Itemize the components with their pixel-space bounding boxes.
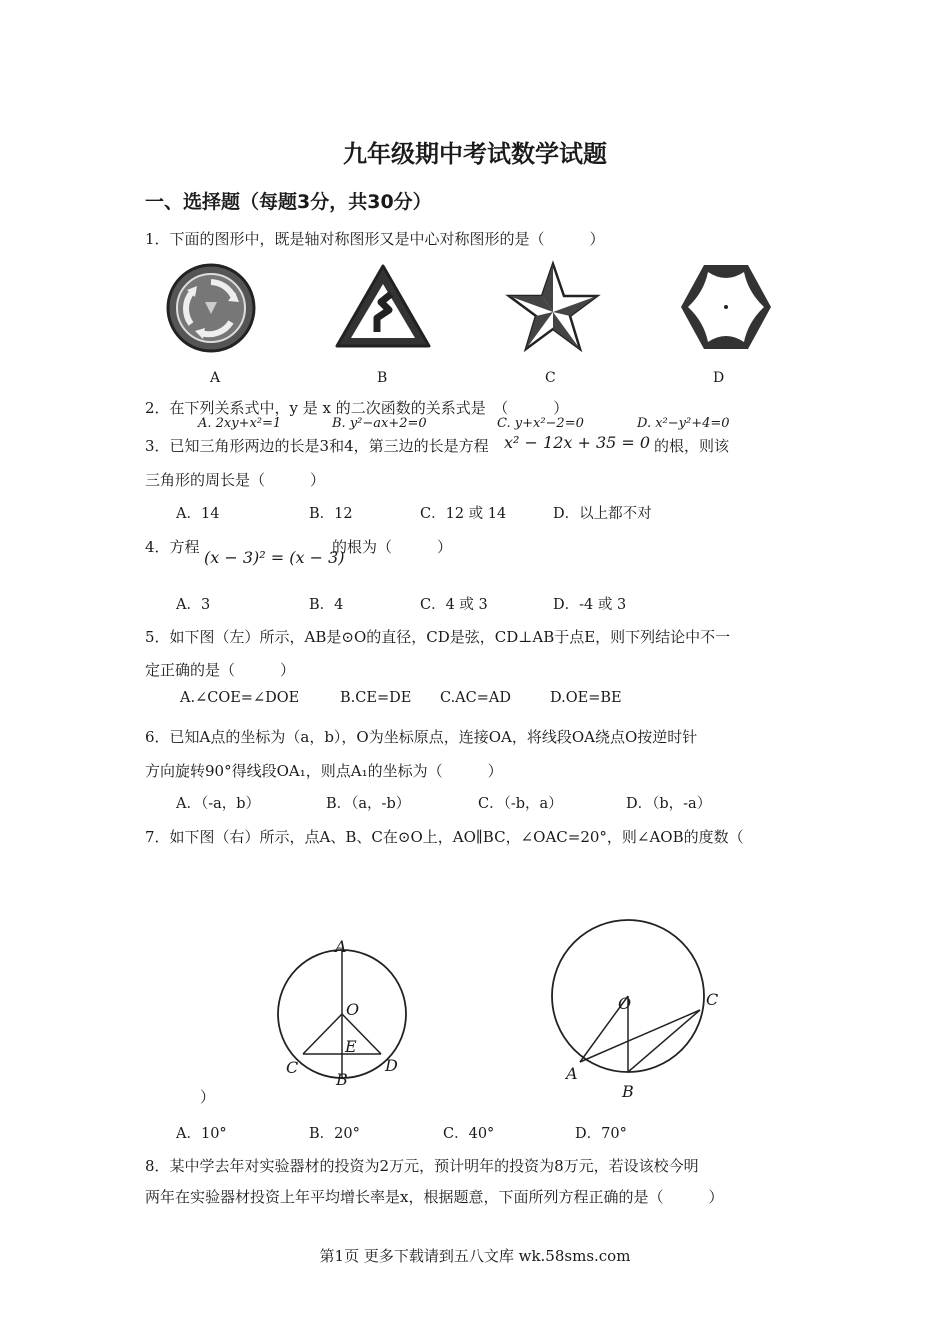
q2-option-d: D. x²−y²+4=0 bbox=[637, 416, 730, 431]
question-4-part-b: 的根为（ ） bbox=[332, 538, 453, 556]
q3-option-d: D．以上都不对 bbox=[553, 506, 652, 522]
question-6-part-a: 6．已知A点的坐标为（a，b），O为坐标原点，连接OA，将线段OA绕点O按逆时针 bbox=[145, 728, 698, 746]
fig-right-label-c: C bbox=[706, 990, 719, 1009]
q3-option-c: C．12 或 14 bbox=[420, 506, 507, 522]
q6-option-b: B．（a，-b） bbox=[326, 796, 411, 812]
q4-equation: (x − 3)² = (x − 3) bbox=[204, 548, 345, 567]
figure-label-a: A bbox=[210, 370, 221, 386]
hexagon-arcs-icon bbox=[678, 262, 774, 352]
q6-option-a: A．（-a，b） bbox=[176, 796, 261, 812]
question-6-part-b: 方向旋转90°得线段OA₁，则点A₁的坐标为（ ） bbox=[145, 762, 503, 780]
q5-option-d: D.OE=BE bbox=[550, 690, 622, 706]
q5-option-b: B.CE=DE bbox=[340, 690, 412, 706]
q7-option-b: B．20° bbox=[309, 1126, 360, 1142]
fig-left-label-c: C bbox=[286, 1058, 299, 1077]
q7-option-a: A．10° bbox=[176, 1126, 227, 1142]
q5-option-a: A.∠COE=∠DOE bbox=[180, 690, 300, 706]
q6-option-c: C．（-b，a） bbox=[478, 796, 563, 812]
right-circle-figure bbox=[550, 912, 730, 1087]
q6-option-d: D．（b，-a） bbox=[626, 796, 712, 812]
q7-option-d: D．70° bbox=[575, 1126, 627, 1142]
five-pointed-star-icon bbox=[507, 262, 599, 352]
question-8-part-a: 8．某中学去年对实验器材的投资为2万元，预计明年的投资为8万元，若设该校今明 bbox=[145, 1157, 699, 1175]
question-4-part-a: 4．方程 bbox=[145, 538, 200, 556]
fig-left-label-a: A bbox=[335, 937, 347, 956]
figure-label-b: B bbox=[377, 370, 388, 386]
question-7: 7．如下图（右）所示，点A、B、C在⊙O上，AO∥BC，∠OAC=20°，则∠AOB的度数（ bbox=[145, 828, 744, 846]
question-1: 1．下面的图形中，既是轴对称图形又是中心对称图形的是（ ） bbox=[145, 230, 605, 248]
fig-left-label-o: O bbox=[346, 1000, 360, 1019]
q3-option-b: B．12 bbox=[309, 506, 353, 522]
q7-option-c: C．40° bbox=[443, 1126, 495, 1142]
q7-closing-paren: ） bbox=[200, 1088, 216, 1106]
question-3-part-c: 三角形的周长是（ ） bbox=[145, 471, 326, 489]
fig-left-label-d: D bbox=[385, 1056, 398, 1075]
q3-option-a: A．14 bbox=[176, 506, 220, 522]
q4-option-b: B．4 bbox=[309, 597, 344, 613]
question-5-part-b: 定正确的是（ ） bbox=[145, 661, 296, 679]
q4-option-d: D．-4 或 3 bbox=[553, 597, 627, 613]
fig-right-label-a: A bbox=[566, 1064, 578, 1083]
q2-option-b: B. y²−ax+2=0 bbox=[332, 416, 427, 431]
curvy-road-triangle-sign-icon bbox=[333, 262, 433, 350]
question-3-part-a: 3．已知三角形两边的长是3和4，第三边的长是方程 bbox=[145, 437, 489, 455]
q2-option-a: A. 2xy+x²=1 bbox=[198, 416, 282, 431]
figure-label-c: C bbox=[545, 370, 556, 386]
figure-label-d: D bbox=[713, 370, 725, 386]
question-2: 2．在下列关系式中，y 是 x 的二次函数的关系式是 （ ） bbox=[145, 399, 569, 417]
fig-left-label-e: E bbox=[345, 1037, 357, 1056]
q3-equation: x² − 12x + 35 = 0 bbox=[504, 433, 651, 452]
fig-left-label-b: B bbox=[336, 1070, 348, 1089]
question-5-part-a: 5．如下图（左）所示，AB是⊙O的直径，CD是弦，CD⊥AB于点E，则下列结论中不一 bbox=[145, 628, 731, 646]
question-3-part-b: 的根，则该 bbox=[654, 437, 730, 455]
q5-option-c: C.AC=AD bbox=[440, 690, 511, 706]
q2-option-c: C. y+x²−2=0 bbox=[497, 416, 584, 431]
page-footer: 第1页 更多下载请到五八文库 wk.58sms.com bbox=[319, 1247, 631, 1265]
q4-option-a: A．3 bbox=[176, 597, 211, 613]
recycle-roundabout-sign-icon bbox=[165, 262, 257, 354]
fig-right-label-o: O bbox=[618, 994, 632, 1013]
section-heading: 一、选择题（每题3分，共30分） bbox=[145, 191, 432, 213]
page-title: 九年级期中考试数学试题 bbox=[343, 140, 607, 168]
fig-right-label-b: B bbox=[622, 1082, 634, 1101]
question-8-part-b: 两年在实验器材投资上年平均增长率是x，根据题意，下面所列方程正确的是（ ） bbox=[145, 1188, 724, 1206]
q4-option-c: C．4 或 3 bbox=[420, 597, 488, 613]
